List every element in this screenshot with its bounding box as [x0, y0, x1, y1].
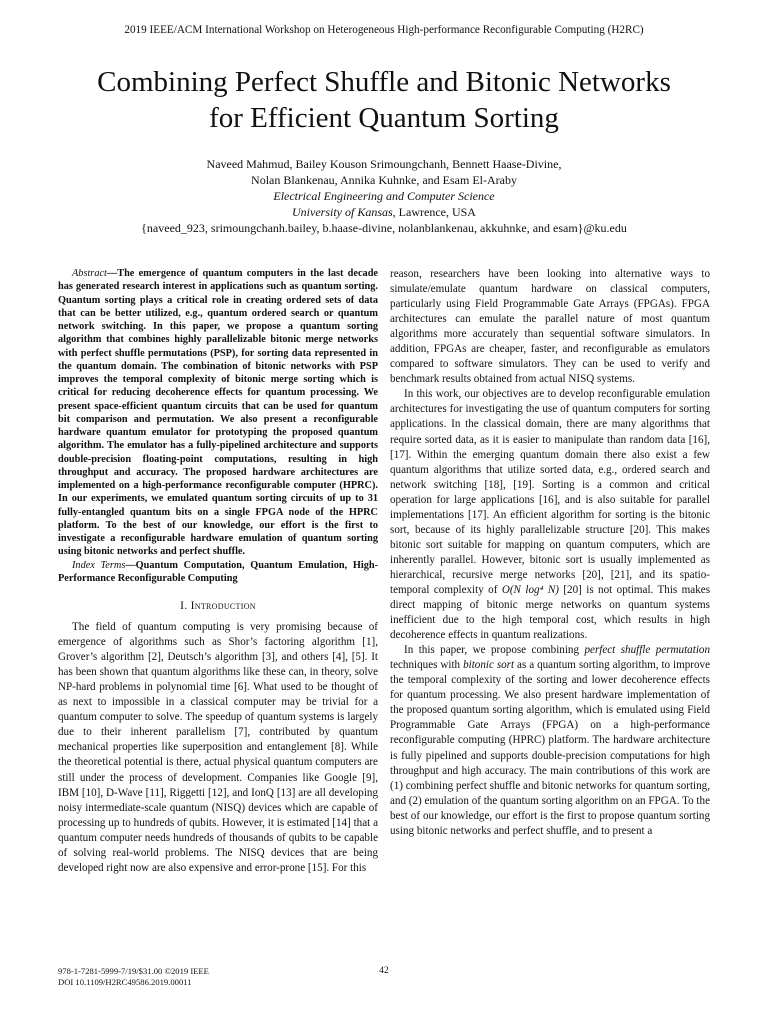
- intro-paragraph-3: [390, 643, 710, 839]
- paragraph-2-text-a: In this work, our objectives are to develop reconfigurable emulation architectures for investigating the use of quantum computers for sorting applications. In the classical domain, there are many algorithms that require sorted data, as it is easier to manipulate than random data [16], [17]. Within the emerging quantum domain there also exist a few quantum algorithms that utilize sorted data, e.g., ordered search and network switching [18], [19]. Sorting is a common and critical operation for large applications [16], and is also suitable for parallel implementations [17]. An efficient algorithm for sorting is the bitonic sort, because of its highly parallelizable structure [20]. This makes bitonic sort suitable for mapping on quantum computers, which are inherently parallel. However, bitonic sort is usually implemented as hierarchical, recursive merge networks [20], [21], and its spatio-temporal complexity of: [390, 388, 710, 596]
- university: [40, 204, 728, 220]
- abstract-text: —The emergence of quantum computers in the last decade has generated research interest in applications such as quantum sorting. Quantum sorting plays a critical role in creating ordered sets of data that can be better utilized, e.g., quantum ordered search or quantum network switching. In this paper, we propose a quantum sorting algorithm that combines highly parallelizable bitonic merge networks with perfect shuffle permutations (PSP), for sorting data represented in the quantum domain. The combination of bitonic networks with PSP improves the temporal complexity of bitonic merge sorting which is critical for reducing decoherence effects for quantum processing. We present space-efficient quantum circuits that can be used for quantum bit comparison and permutation. We also present a reconfigurable hardware quantum emulator for prototyping the proposed quantum algorithm. The emulator has a fully-pipelined architecture and supports double-precision floating-point computations, resulting in high throughput and accuracy. The proposed hardware architectures are implemented on a high-performance reconfigurable computer (HPRC). In our experiments, we emulated quantum sorting circuits of up to 31 fully-entangled quantum bits on a single FPGA node of the HPRC platform. To the best of our knowledge, our effort is the first to investigate a reconfigurable hardware emulation of quantum sorting using bitonic networks and perfect shuffle.: [58, 268, 378, 558]
- term-bitonic-sort: bitonic sort: [463, 659, 515, 672]
- section-title: Introduction: [190, 600, 256, 612]
- paragraph-3-text-c: as a quantum sorting algorithm, to improve the temporal complexity of the sorting and lower decoherence effects for quantum processing. We also present hardware implementation of the proposed quantum sorting algorithm, which is emulated using Field Programmable Gate Arrays (FPGA) on a high-performance reconfigurable computing (HPRC) platform. The hardware architecture is fully pipelined and supports double-precision computations for high throughput and high accuracy. The main contributions of this work are (1) combining perfect shuffle and bitonic networks for quantum sorting, and (2) emulation of the quantum sorting algorithm on an FPGA. To the best of our knowledge, our effort is the first to propose quantum sorting using bitonic networks and perfect shuffle, and to present a: [390, 659, 711, 837]
- footer-isbn: 978-1-7281-5999-7/19/$31.00 ©2019 IEEE: [58, 966, 209, 976]
- abstract-label: Abstract: [72, 268, 107, 279]
- left-column: [58, 267, 378, 876]
- index-terms-text: —Quantum Computation, Quantum Emulation, High-Performance Reconfigurable Computing: [58, 559, 379, 584]
- section-heading-introduction: [58, 599, 378, 614]
- author-block: [40, 156, 728, 236]
- index-terms-label: Index Terms: [72, 559, 126, 571]
- department: Electrical Engineering and Computer Science: [273, 189, 495, 203]
- university-name: University of Kansas: [292, 205, 393, 219]
- intro-paragraph-1: The field of quantum computing is very promising because of emergence of algorithms such as Shor’s factoring algorithm [1], Grover’s algorithm [2], Deutsch’s algorithm [3], and others [4], [5]. It has been shown that quantum algorithms like these can, in theory, solve NP-hard problems in polynomial time [6]. What used to be thought of as next to impossible in a classical computer may be trivial for a quantum computer to solve. The speedup of quantum systems is largely due to their inherent parallelism [7], contributed by quantum mechanical properties like superposition and entanglement [8]. While the theoretical potential is there, actual physical quantum computers are still under the process of development. Companies like Google [9], IBM [10], D-Wave [11], Riggetti [12], and IonQ [13] are all developing noisy intermediate-scale quantum (NISQ) devices which are capable of processing up to hundreds of qubits. However, it is estimated [14] that a quantum computer needs hundreds of thousands of qubits to be capable of solving real-world problems. The NISQ devices that are being developed right now are also expensive and error-prone [15]. For this: [58, 621, 378, 874]
- title-line-2: for Efficient Quantum Sorting: [209, 102, 559, 134]
- title-line-1: Combining Perfect Shuffle and Bitonic Networks: [97, 66, 671, 98]
- running-head: 2019 IEEE/ACM International Workshop on Heterogeneous High-performance Reconfigurable Computing (H2RC): [124, 24, 644, 36]
- abstract: [58, 267, 378, 559]
- intro-paragraph-2: [390, 387, 710, 643]
- author-names-line-2: Nolan Blankenau, Annika Kuhnke, and Esam El-Araby: [251, 173, 517, 187]
- term-perfect-shuffle: perfect shuffle permutation: [584, 644, 710, 657]
- university-location: , Lawrence, USA: [392, 205, 476, 219]
- right-column: [390, 267, 710, 839]
- paragraph-3-text-a: In this paper, we propose combining: [404, 644, 585, 657]
- author-names-line-1: Naveed Mahmud, Bailey Kouson Srimoungchanh, Bennett Haase-Divine,: [206, 157, 562, 171]
- section-number: I.: [180, 600, 188, 612]
- footer-doi: DOI 10.1109/H2RC49586.2019.00011: [58, 977, 192, 987]
- index-terms: [58, 559, 378, 586]
- paper-title: [40, 64, 728, 136]
- complexity-formula: O(N log⁴ N): [501, 583, 559, 596]
- paragraph-3-text-b: techniques with: [390, 659, 464, 672]
- author-emails: {naveed_923, srimoungchanh.bailey, b.haase-divine, nolanblankenau, akkuhnke, and esam}@ku.edu: [141, 221, 627, 235]
- intro-paragraph-1-continued: reason, researchers have been looking into alternative ways to simulate/emulate quantum hardware on classical computers, particularly using Field Programmable Gate Arrays (FPGAs). FPGA architectures can emulate the parallel nature of most quantum algorithms more accurately than sequential software simulators. In addition, FPGAs are cheaper, faster, and reconfigurable as emulators compared to software simulators. They can be used to verify and benchmark results obtained from actual NISQ systems.: [390, 268, 710, 386]
- paragraph-2-text-b: [20] is not optimal. This makes direct mapping of bitonic merge networks on quantum systems inefficient due to the high temporal cost, which results in high decoherence effects in quantum realizations.: [390, 583, 711, 642]
- page-number: 42: [379, 966, 389, 976]
